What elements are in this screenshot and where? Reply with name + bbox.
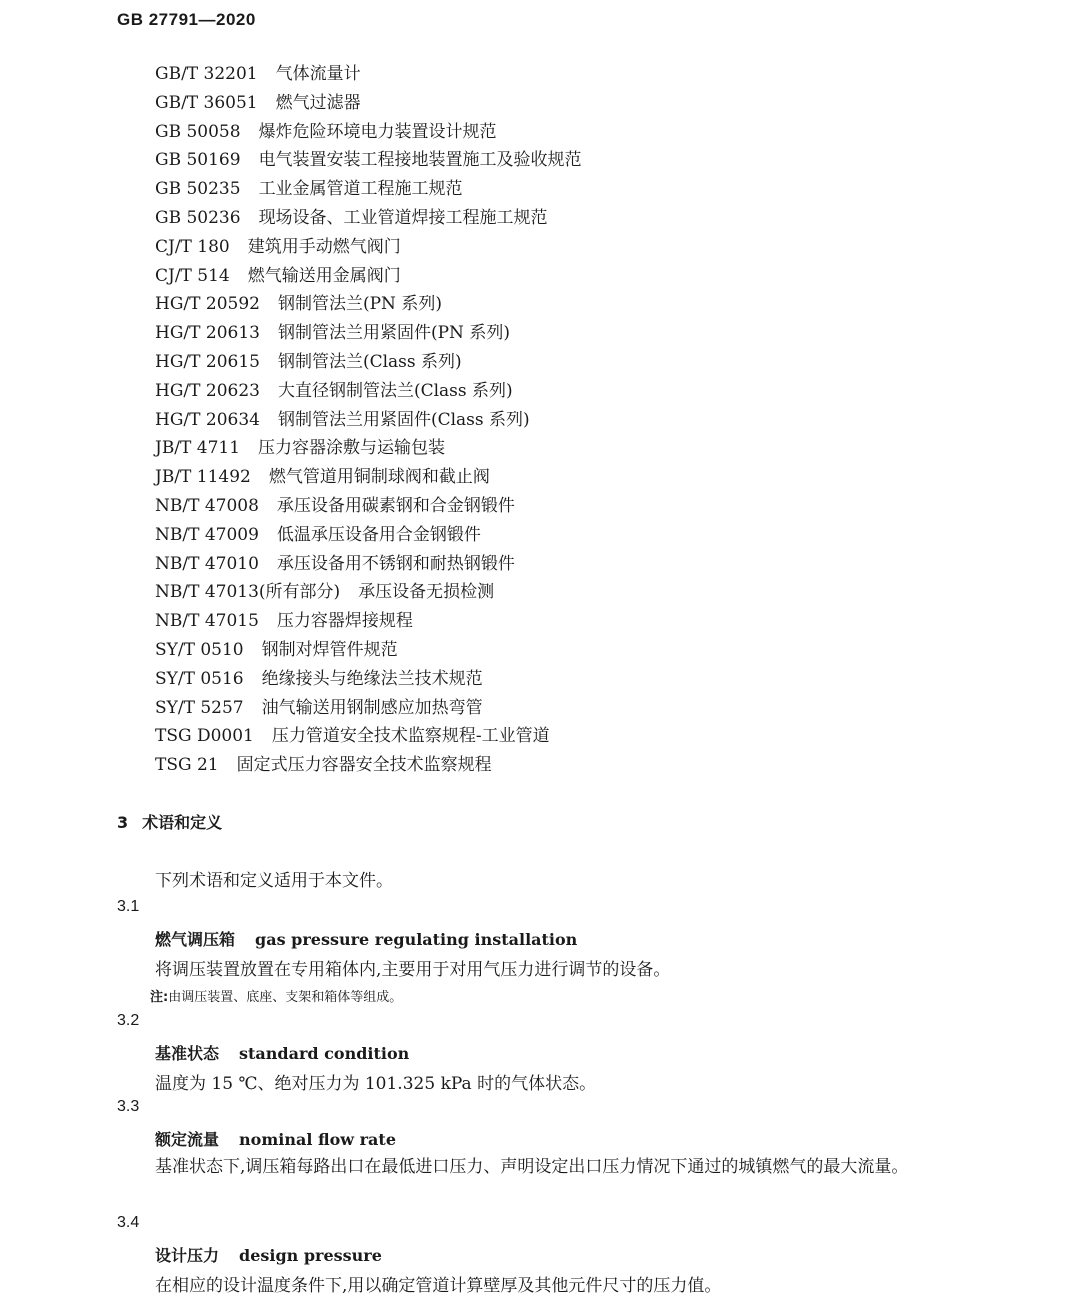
reference-code: GB 50058 [155, 121, 241, 142]
section-number: 3 [117, 813, 129, 832]
reference-title: 承压设备用不锈钢和耐热钢锻件 [276, 553, 515, 574]
reference-code: JB/T 11492 [155, 467, 251, 488]
term-heading [155, 927, 577, 950]
reference-code: GB/T 32201 [155, 64, 258, 84]
term-en: nominal flow rate [239, 1130, 396, 1149]
reference-code: CJ/T 180 [155, 236, 230, 257]
term-heading [155, 1127, 396, 1150]
reference-code: SY/T 0516 [155, 668, 244, 689]
reference-title: 钢制管法兰(PN 系列) [277, 294, 442, 315]
term-en: design pressure [239, 1246, 382, 1265]
term-zh: 设计压力 [155, 1246, 220, 1265]
reference-item [155, 751, 582, 780]
reference-title: 爆炸危险环境电力装置设计规范 [258, 121, 497, 142]
reference-code: GB 50169 [155, 150, 241, 171]
reference-title: 钢制管法兰用紧固件(PN 系列) [277, 323, 510, 344]
section-heading [117, 810, 222, 833]
reference-title: 钢制管法兰用紧固件(Class 系列) [277, 409, 530, 430]
reference-item [155, 607, 582, 636]
reference-title: 压力容器涂敷与运输包装 [258, 438, 446, 459]
term-definition: 基准状态下,调压箱每路出口在最低进口压力、声明设定出口压力情况下通过的城镇燃气的最大流量。 [155, 1157, 909, 1177]
reference-item [155, 118, 582, 147]
term-note [150, 986, 402, 1005]
normative-references-list [155, 60, 582, 780]
section-intro: 下列术语和定义适用于本文件。 [155, 871, 393, 891]
reference-code: NB/T 47009 [155, 524, 259, 545]
reference-code: GB/T 36051 [155, 92, 258, 113]
reference-item [155, 233, 582, 262]
reference-item [155, 463, 582, 492]
reference-code: HG/T 20613 [155, 323, 260, 344]
term-definition: 温度为 15 ℃、绝对压力为 101.325 kPa 时的气体状态。 [155, 1074, 597, 1094]
reference-title: 压力容器焊接规程 [276, 611, 413, 632]
reference-title: 燃气输送用金属阀门 [247, 265, 401, 286]
term-number: 3.4 [117, 1214, 140, 1231]
reference-item [155, 290, 582, 319]
term-number: 3.1 [117, 898, 140, 915]
reference-item [155, 204, 582, 233]
document-id: GB 27791—2020 [117, 10, 256, 29]
reference-item [155, 434, 582, 463]
reference-title: 现场设备、工业管道焊接工程施工规范 [258, 207, 548, 228]
reference-item [155, 636, 582, 665]
note-text: 由调压装置、底座、支架和箱体等组成。 [168, 990, 403, 1005]
reference-title: 燃气过滤器 [275, 92, 361, 113]
reference-code: CJ/T 514 [155, 265, 230, 286]
reference-title: 承压设备无损检测 [358, 582, 495, 603]
reference-title: 绝缘接头与绝缘法兰技术规范 [261, 668, 483, 689]
reference-code: NB/T 47015 [155, 611, 259, 632]
reference-code: HG/T 20634 [155, 409, 260, 430]
reference-code: SY/T 5257 [155, 697, 244, 718]
reference-item [155, 377, 582, 406]
reference-code: NB/T 47010 [155, 553, 259, 574]
reference-code: TSG 21 [155, 755, 219, 776]
reference-title: 气体流量计 [275, 64, 361, 84]
reference-item [155, 348, 582, 377]
reference-item [155, 319, 582, 348]
reference-item [155, 492, 582, 521]
reference-title: 工业金属管道工程施工规范 [258, 179, 463, 200]
reference-title: 固定式压力容器安全技术监察规程 [236, 755, 492, 776]
reference-item [155, 175, 582, 204]
reference-item [155, 578, 582, 607]
reference-code: JB/T 4711 [155, 438, 241, 459]
term-heading [155, 1243, 382, 1266]
reference-code: GB 50235 [155, 179, 241, 200]
reference-code: NB/T 47013(所有部分) [155, 582, 341, 603]
term-number: 3.2 [117, 1012, 140, 1029]
reference-title: 低温承压设备用合金钢锻件 [276, 524, 481, 545]
reference-item [155, 89, 582, 118]
reference-item [155, 694, 582, 723]
note-label: 注: [150, 990, 169, 1005]
reference-title: 压力管道安全技术监察规程-工业管道 [271, 726, 550, 747]
reference-code: NB/T 47008 [155, 495, 259, 516]
reference-code: SY/T 0510 [155, 639, 244, 660]
reference-item [155, 406, 582, 435]
term-zh: 燃气调压箱 [155, 930, 236, 949]
term-number: 3.3 [117, 1098, 140, 1115]
term-zh: 基准状态 [155, 1044, 220, 1063]
reference-title: 建筑用手动燃气阀门 [247, 236, 401, 257]
reference-item [155, 550, 582, 579]
reference-code: HG/T 20615 [155, 351, 260, 372]
reference-title: 燃气管道用铜制球阀和截止阀 [268, 467, 490, 488]
reference-item [155, 146, 582, 175]
section-title: 术语和定义 [142, 813, 223, 832]
term-en: standard condition [239, 1044, 410, 1063]
reference-item [155, 262, 582, 291]
reference-title: 钢制对焊管件规范 [261, 639, 398, 660]
term-en: gas pressure regulating installation [255, 930, 578, 949]
term-definition: 在相应的设计温度条件下,用以确定管道计算壁厚及其他元件尺寸的压力值。 [155, 1276, 722, 1296]
reference-item [155, 722, 582, 751]
reference-code: HG/T 20623 [155, 380, 260, 401]
reference-title: 油气输送用钢制感应加热弯管 [261, 697, 483, 718]
reference-title: 承压设备用碳素钢和合金钢锻件 [276, 495, 515, 516]
reference-code: TSG D0001 [155, 726, 254, 747]
reference-title: 钢制管法兰(Class 系列) [277, 351, 462, 372]
reference-title: 大直径钢制管法兰(Class 系列) [277, 380, 513, 401]
reference-item [155, 521, 582, 550]
reference-title: 电气装置安装工程接地装置施工及验收规范 [258, 150, 582, 171]
reference-item [155, 60, 582, 89]
reference-code: HG/T 20592 [155, 294, 260, 315]
term-definition: 将调压装置放置在专用箱体内,主要用于对用气压力进行调节的设备。 [155, 960, 671, 980]
term-heading [155, 1041, 409, 1064]
term-zh: 额定流量 [155, 1130, 220, 1149]
reference-item [155, 665, 582, 694]
reference-code: GB 50236 [155, 207, 241, 228]
